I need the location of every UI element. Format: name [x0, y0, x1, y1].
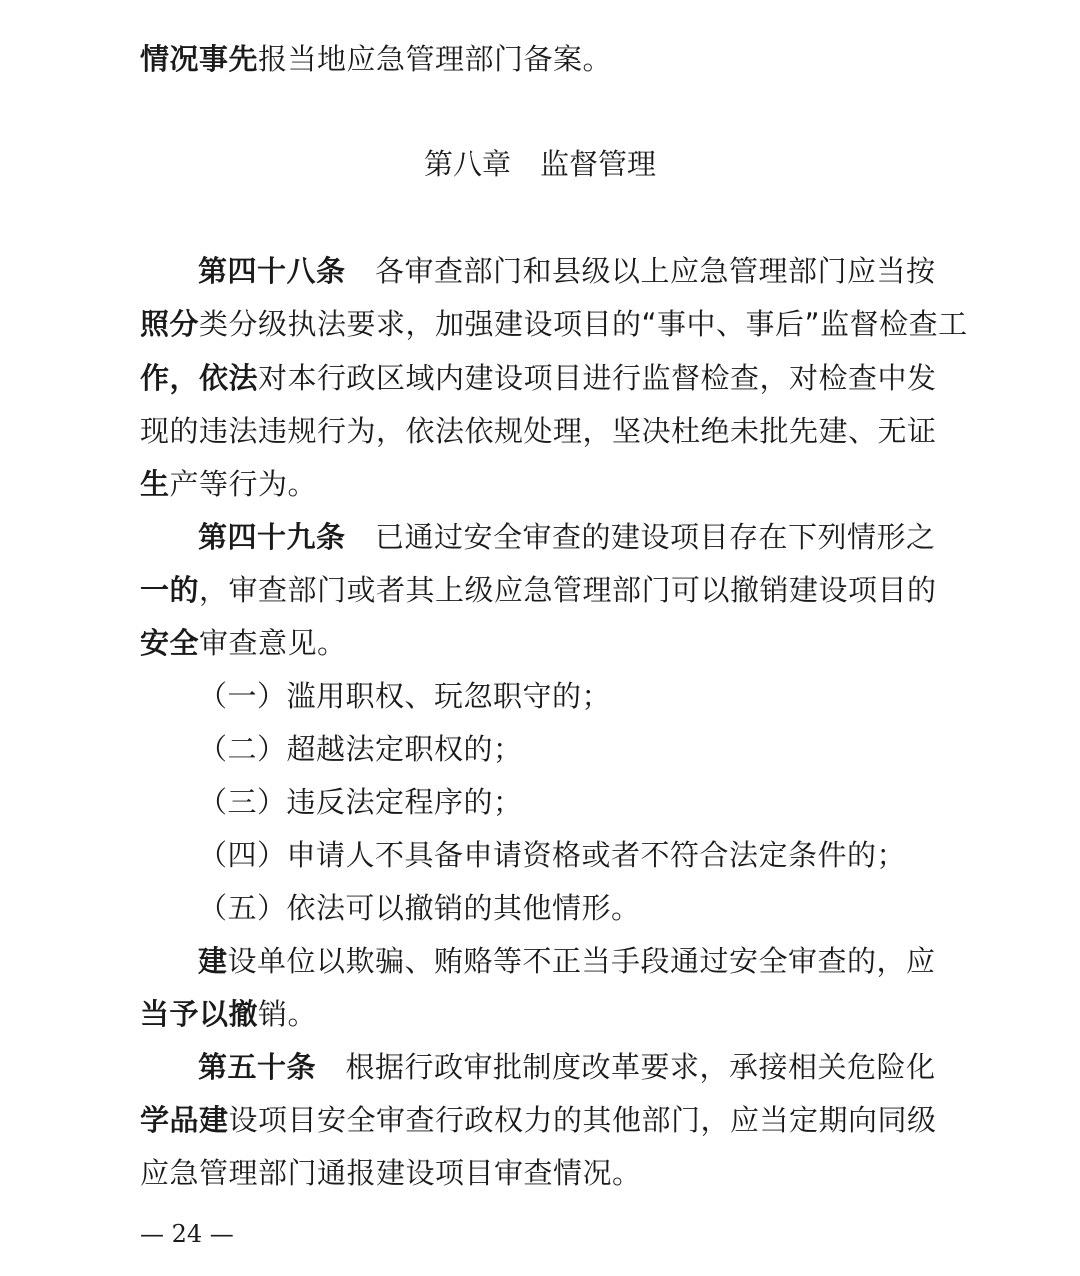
- list-item: （一）滥用职权、玩忽职守的；: [198, 679, 612, 713]
- paragraph-line: 安全审查意见。: [140, 626, 347, 660]
- article-49-title-line: 第四十九条 已通过安全审查的建设项目存在下列情形之: [198, 520, 936, 554]
- page-number: — 24 —: [140, 1220, 234, 1248]
- list-item: （三）违反法定程序的；: [198, 785, 523, 819]
- paragraph-line: 作，依法对本行政区域内建设项目进行监督检查，对检查中发: [140, 361, 937, 395]
- article-50-title-line: 第五十条 根据行政审批制度改革要求，承接相关危险化: [198, 1050, 936, 1084]
- list-item: （四）申请人不具备申请资格或者不符合法定条件的；: [198, 838, 907, 872]
- paragraph-line: 当予以撤销。: [140, 997, 318, 1031]
- paragraph-line: 照分类分级执法要求，加强建设项目的“事中、事后”监督检查工: [140, 307, 968, 341]
- paragraph-line: 建设单位以欺骗、贿赂等不正当手段通过安全审查的，应: [198, 944, 936, 978]
- list-item: （五）依法可以撤销的其他情形。: [198, 891, 641, 925]
- paragraph-line: 学品建设项目安全审查行政权力的其他部门，应当定期向同级: [140, 1103, 937, 1137]
- paragraph-line: 生产等行为。: [140, 467, 318, 501]
- paragraph-line: 应急管理部门通报建设项目审查情况。: [140, 1156, 642, 1190]
- paragraph-line: 一的，审查部门或者其上级应急管理部门可以撤销建设项目的: [140, 573, 937, 607]
- paragraph-line: 情况事先报当地应急管理部门备案。: [140, 42, 613, 76]
- article-48-title-line: 第四十八条 各审查部门和县级以上应急管理部门应当按: [198, 254, 936, 288]
- chapter-heading: 第八章 监督管理: [423, 147, 656, 181]
- paragraph-line: 现的违法违规行为，依法依规处理，坚决杜绝未批先建、无证: [140, 414, 937, 448]
- list-item: （二）超越法定职权的；: [198, 732, 523, 766]
